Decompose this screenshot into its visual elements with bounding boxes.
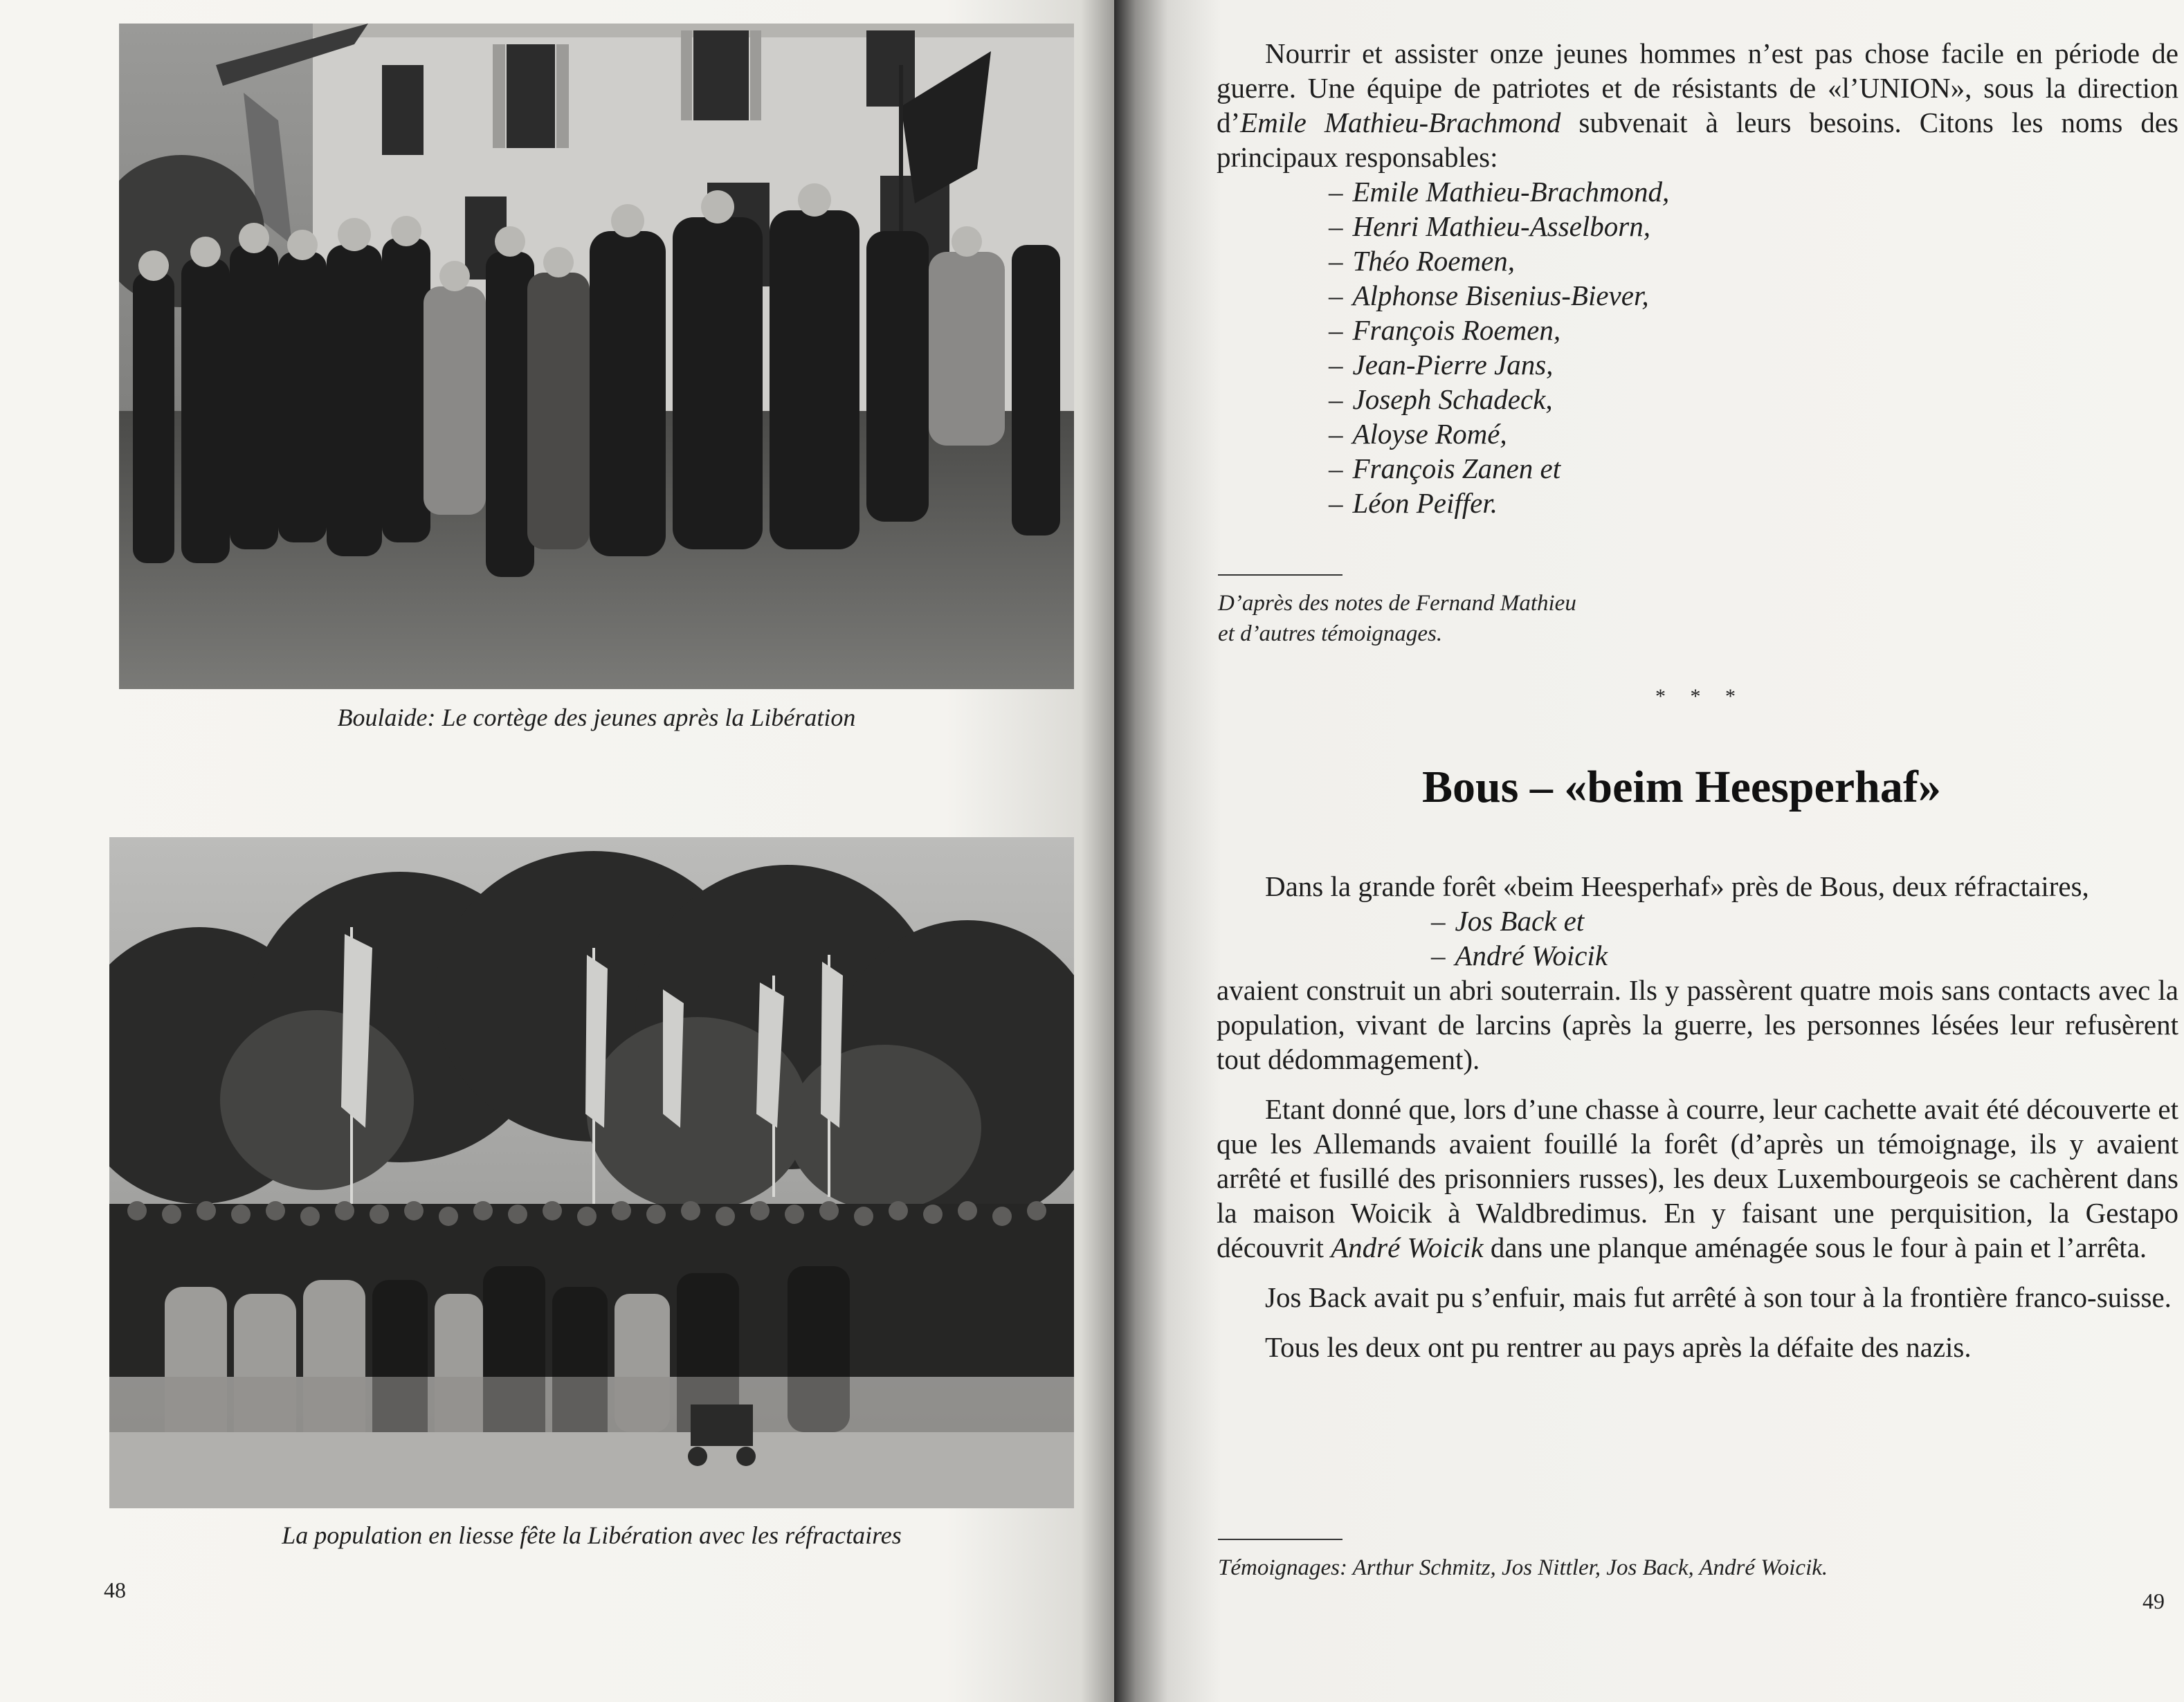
- section-heading: Bous – «beim Heesperhaf»: [1422, 762, 1941, 812]
- paragraph-1-start: Dans la grande forêt «beim Heesperhaf» près de Bous, deux réfractaires,: [1265, 870, 2089, 902]
- list-item: – Emile Mathieu-Brachmond,: [1329, 176, 1670, 208]
- photo-liberation-crowd: [109, 837, 1074, 1508]
- photo-youth-procession: [119, 24, 1074, 689]
- list-item: – Théo Roemen,: [1329, 245, 1516, 277]
- photo-top-caption: Boulaide: Le cortège des jeunes après la Libération: [337, 704, 856, 731]
- page-number-left: 48: [104, 1577, 126, 1602]
- refractaire-item: – André Woicik: [1431, 940, 1608, 971]
- list-item: – François Zanen et: [1329, 452, 1561, 484]
- list-item: – François Roemen,: [1329, 314, 1561, 346]
- list-item: – Joseph Schadeck,: [1329, 383, 1553, 415]
- list-item: – Henri Mathieu-Asselborn,: [1329, 210, 1650, 242]
- footnote-sources-2: Témoignages: Arthur Schmitz, Jos Nittler, Jos Back, André Woicik.: [1218, 1555, 1828, 1580]
- responsables-list: [1329, 174, 1669, 520]
- paragraph-4: Tous les deux ont pu rentrer au pays après la défaite des nazis.: [1265, 1331, 1972, 1363]
- right-page: [1114, 0, 2184, 1702]
- intro-text-end: subvenait à leurs besoins. Citons les noms des principaux responsables:: [1217, 107, 2178, 173]
- list-item: – Alphonse Bisenius-Biever,: [1329, 280, 1649, 311]
- list-item: – Léon Peiffer.: [1329, 487, 1498, 519]
- footnote-sources-1: D’après des notes de Fernand Mathieu et d’autres témoignages.: [1218, 591, 1576, 646]
- footnote-rule-top: [1218, 574, 1343, 576]
- list-item: – Jean-Pierre Jans,: [1329, 349, 1554, 381]
- intro-name: Emile Mathieu-Brachmond: [1240, 107, 1561, 138]
- list-item: – Aloyse Romé,: [1329, 418, 1507, 450]
- paragraph-2: Etant donné que, lors d’une chasse à courre, leur cachette avait été découverte et que les Allemands avaient fouillé la forêt (d’après un témoignage, ils y avaient arrêté et fusillé des prisonniers russes), les deux Luxembourgeois se cachèrent dans la maison Woicik à Waldbredimus. En y faisant une perquisition, la Gestapo découvrit André Woicik dans une planque aménagée sous le four à pain et l’arrêta.: [1217, 1093, 2178, 1263]
- intro-text-start: Nourrir et assister onze jeunes hommes n’est pas chose facile en période de guerre. Une équipe de patriotes et de résistants de «l’UNION», sous la direction d’: [1217, 37, 2178, 138]
- photo-bottom-caption: La population en liesse fête la Libération avec les réfractaires: [282, 1521, 902, 1549]
- intro-paragraph: [1217, 36, 2178, 174]
- section-separator: * * *: [1655, 685, 1745, 708]
- paragraph-1: [1217, 869, 2178, 1380]
- paragraph-3: Jos Back avait pu s’enfuir, mais fut arrêté à son tour à la frontière franco-suisse.: [1265, 1281, 2172, 1313]
- footnote-rule-bottom: [1218, 1539, 1343, 1540]
- paragraph-1-end: avaient construit un abri souterrain. Ils y passèrent quatre mois sans contacts avec la population, vivant de larcins (après la guerre, les personnes lésées leur refusèrent tout dédommagement).: [1217, 974, 2178, 1075]
- refractaire-item: – Jos Back et: [1431, 905, 1585, 937]
- page-number-right: 49: [2142, 1589, 2165, 1613]
